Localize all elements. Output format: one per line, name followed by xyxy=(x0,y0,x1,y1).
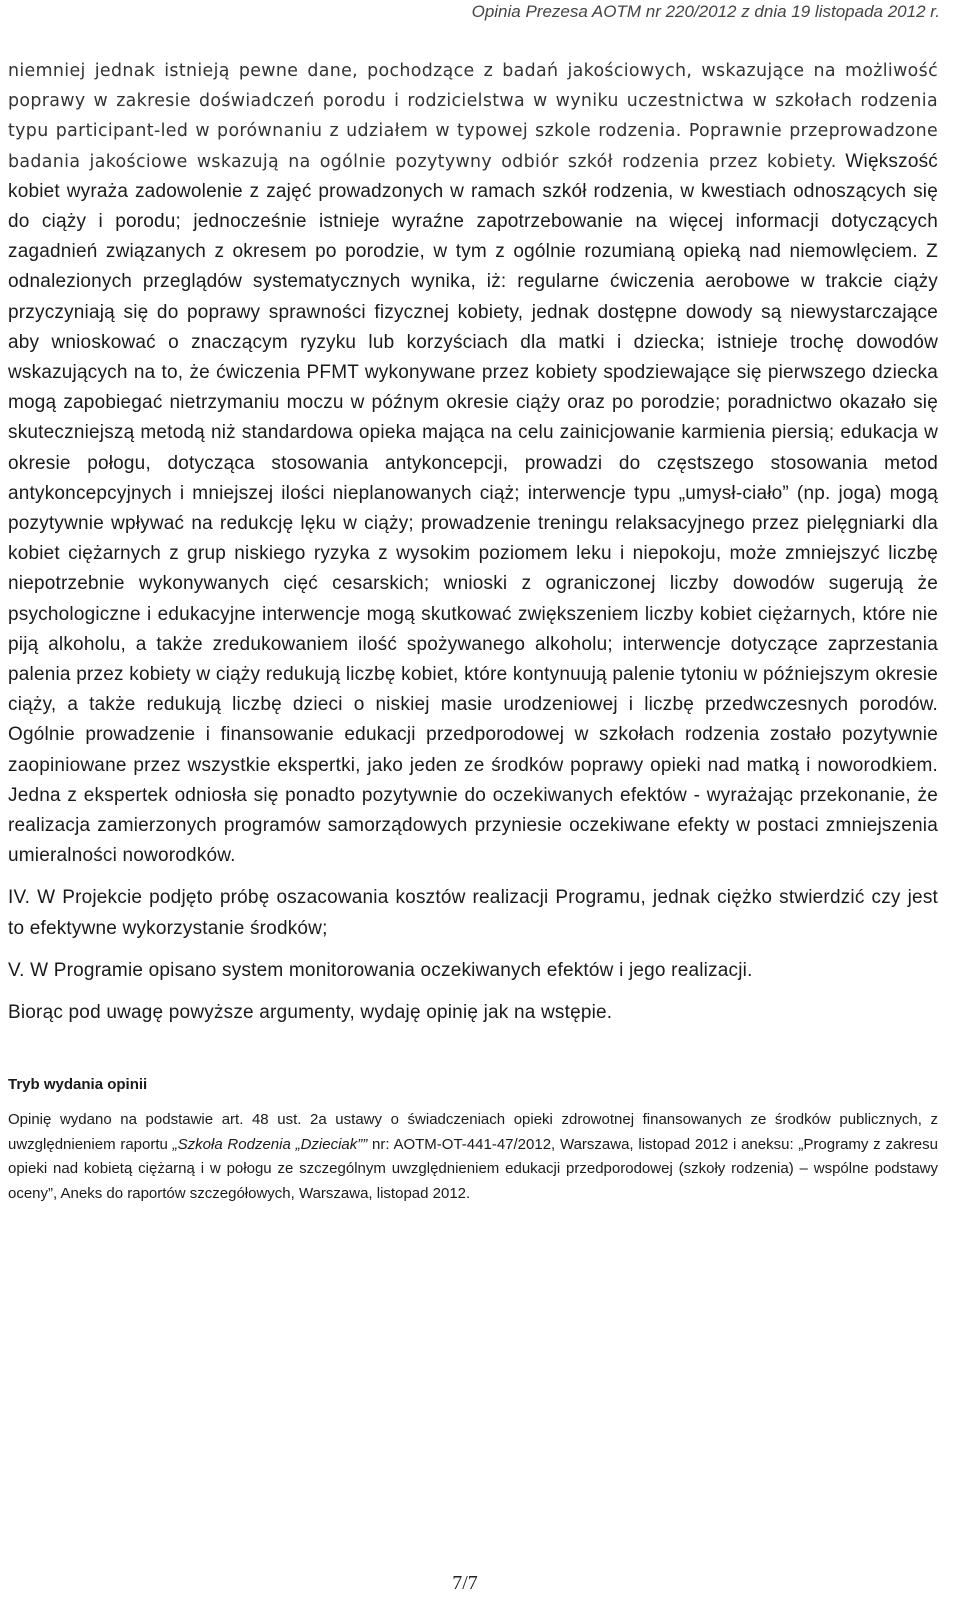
conclusion-paragraph: Biorąc pod uwagę powyższe argumenty, wydaję opinię jak na wstępie. xyxy=(8,1002,613,1024)
point-v-paragraph: V. W Programie opisano system monitorowania oczekiwanych efektów i jego realizacji. xyxy=(8,959,753,981)
main-paragraph xyxy=(8,56,938,871)
basis-paragraph xyxy=(8,1108,938,1206)
basis-text-1: Opinię wydano na podstawie art. 48 ust. 2a ustawy o świadczeniach opieki zdrowotnej finansowanych ze środków publicznych, z uwzględnieniem raportu xyxy=(8,1111,938,1153)
page-number: 7/7 xyxy=(452,1572,478,1594)
basis-text-2: nr: AOTM-OT-441-47/2012, Warszawa, listopad 2012 i aneksu: „Programy z zakresu opieki nad kobietą ciężarną i w połogu ze szczególnym uwzględnieniem edukacji przedporodowej (szkoły rodzenia) – wspólne podstawy oceny”, Aneks do raportów szczegółowych, Warszawa, listopad 2012. xyxy=(8,1135,938,1202)
document-body xyxy=(8,56,938,1206)
main-paragraph-part-b: Większość kobiet wyraża zadowolenie z zajęć prowadzonych w ramach szkół rodzenia, w kwestiach odnoszących się do ciąży i porodu; jednocześnie istnieje wyraźne zapotrzebowanie na więcej informacji dotyczących zagadnień związanych z okresem po porodzie, w tym z ogólnie rozumianą opieką nad niemowlęciem. Z odnalezionych przeglądów systematycznych wynika, iż: regularne ćwiczenia aerobowe w trakcie ciąży przyczyniają się do poprawy sprawności fizycznej kobiety, jednak dostępne dowody są niewystarczające aby wnioskować o znaczącym ryzyku lub korzyściach dla matki i dziecka; istnieje trochę dowodów wskazujących na to, że ćwiczenia PFMT wykonywane przez kobiety spodziewające się pierwszego dziecka mogą zapobiegać nietrzymaniu moczu w późnym okresie ciąży oraz po porodzie; poradnictwo okazało się skuteczniejszą metodą niż standardowa opieka mająca na celu zainicjowanie karmienia piersią; edukacja w okresie połogu, dotycząca stosowania antykoncepcji, prowadzi do częstszego stosowania metod antykoncepcyjnych i mniejszej ilości nieplanowanych ciąż; interwencje typu „umysł-ciało” (np. joga) mogą pozytywnie wpływać na redukcję lęku w ciąży; prowadzenie treningu relaksacyjnego przez pielęgniarki dla kobiet ciężarnych z grup niskiego ryzyka z wysokim poziomem leku i niepokoju, może zmniejszyć liczbę niepotrzebnie wykonywanych cięć cesarskich; wnioski z ograniczonej liczby dowodów sugerują że psychologiczne i edukacyjne interwencje mogą skutkować zwiększeniem liczby kobiet ciężarnych, które nie piją alkoholu, a także zredukowaniem ilość spożywanego alkoholu; interwencje dotyczące zaprzestania palenia przez kobiety w ciąży redukują liczbę kobiet, które kontynuują palenie tytoniu w późniejszym okresie ciąży, a także redukują liczbę dzieci o niskiej masie urodzeniowej i liczbę przedwczesnych porodów. Ogólnie prowadzenie i finansowanie edukacji przedporodowej w szkołach rodzenia zostało pozytywnie zaopiniowane przez wszystkie ekspertki, jako jeden ze środków poprawy opieki nad matką i noworodkiem. Jedna z ekspertek odniosła się ponadto pozytywnie do oczekiwanych efektów - wyrażając przekonanie, że realizacja zamierzonych programów samorządowych przyniesie oczekiwane efekty w postaci zmniejszenia umieralności noworodków. xyxy=(8,150,938,867)
main-paragraph-part-a: niemniej jednak istnieją pewne dane, pochodzące z badań jakościowych, wskazujące na możliwość poprawy w zakresie doświadczeń porodu i rodzicielstwa w wyniku uczestnictwa w szkołach rodzenia typu participant-led w porównaniu z udziałem w typowej szkole rodzenia. Poprawnie przeprowadzone badania jakościowe wskazują na ogólnie pozytywny odbiór szkół rodzenia przez kobiety. xyxy=(8,61,938,172)
point-iv-paragraph: IV. W Projekcie podjęto próbę oszacowania kosztów realizacji Programu, jednak ciężko stwierdzić czy jest to efektywne wykorzystanie środków; xyxy=(8,887,938,939)
basis-report-title: „Szkoła Rodzenia „Dzieciak”” xyxy=(172,1135,368,1153)
page-header-title: Opinia Prezesa AOTM nr 220/2012 z dnia 19 listopada 2012 r. xyxy=(471,2,940,21)
section-title-tryb: Tryb wydania opinii xyxy=(8,1076,148,1094)
